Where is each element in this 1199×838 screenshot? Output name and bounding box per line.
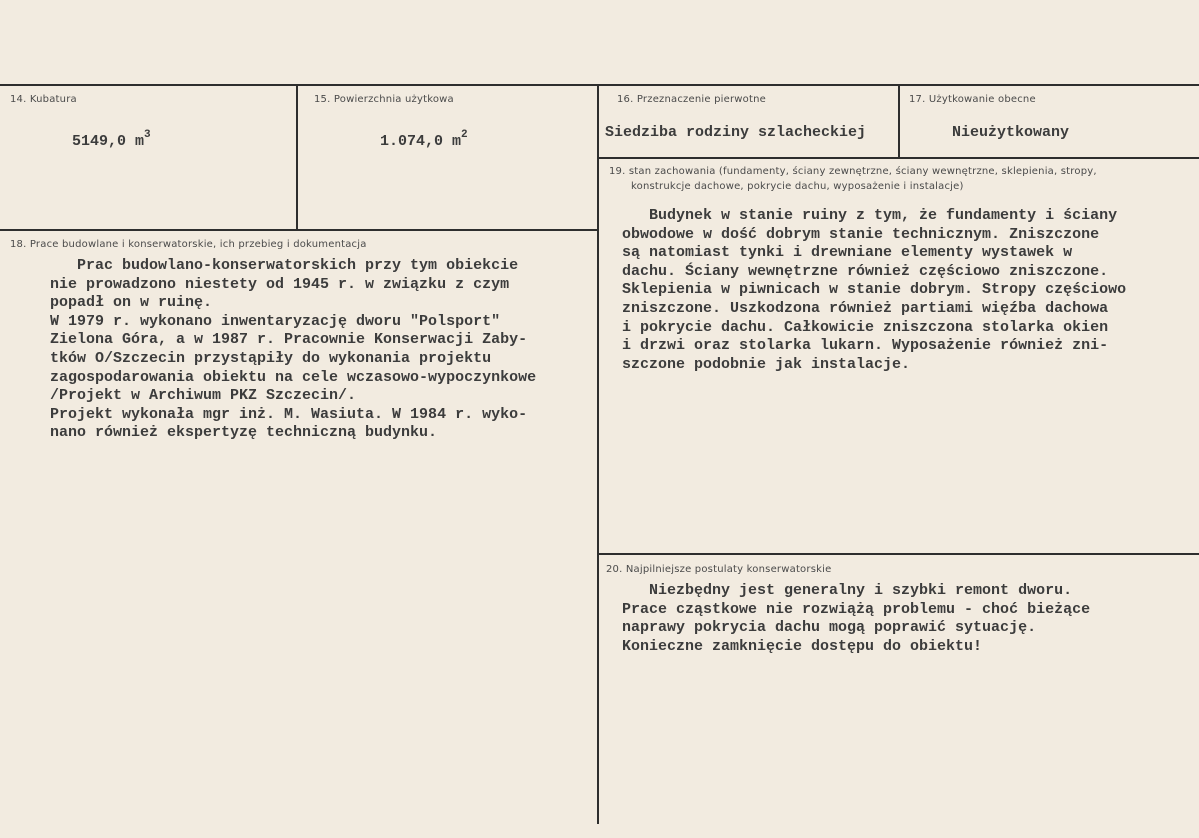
row-rule-14-15 — [0, 229, 598, 231]
postulaty-label: 20. Najpilniejsze postulaty konserwatorskie — [606, 564, 832, 575]
row-rule-19-20 — [598, 553, 1199, 555]
kubatura-unit-exponent: 3 — [144, 129, 151, 141]
przeznaczenie-value: Siedziba rodziny szlacheckiej — [605, 124, 867, 141]
column-rule-14-15 — [296, 84, 298, 230]
column-rule-left-right — [597, 84, 599, 824]
powierzchnia-unit-exponent: 2 — [461, 129, 468, 141]
prace-text: Prac budowlano-konserwatorskich przy tym obiekcie nie prowadzono niestety od 1945 r. w związku z czym popadł on w ruinę. W 1979 r. wykonano inwentaryzację dworu "Polsport" Zielona Góra, a w 1987 r. Pracownie Konserwacji Zaby- tków O/Szczecin przystąpiły do wykonania projektu zagospodarowania obiektu na cele wczasowo-wypoczynkowe /Projekt w Archiwum PKZ Szczecin/. Projekt wykonała mgr inż. M. Wasiuta. W 1984 r. wyko- nano również ekspertyzę techniczną budynku. — [50, 257, 537, 442]
kubatura-label: 14. Kubatura — [10, 94, 77, 105]
stan-zachowania-label-line2: konstrukcje dachowe, pokrycie dachu, wyposażenie i instalacje) — [631, 181, 964, 192]
top-rule — [0, 84, 1199, 86]
postulaty-text: Niezbędny jest generalny i szybki remont dworu. Prace cząstkowe nie rozwiążą problemu - choć bieżące naprawy pokrycia dachu mogą poprawić sytuację. Konieczne zamknięcie dostępu do obiektu! — [622, 582, 1091, 655]
przeznaczenie-label: 16. Przeznaczenie pierwotne — [617, 94, 767, 105]
uzytkowanie-value: Nieużytkowany — [952, 124, 1070, 141]
powierzchnia-value-text: 1.074,0 m — [380, 133, 462, 150]
uzytkowanie-label: 17. Użytkowanie obecne — [909, 94, 1036, 105]
kubatura-value-text: 5149,0 m — [72, 133, 145, 150]
stan-zachowania-text: Budynek w stanie ruiny z tym, że fundamenty i ściany obwodowe w dość dobrym stanie technicznym. Zniszczone są natomiast tynki i drewniane elementy wystawek w dachu. Ściany wewnętrzne również częściowo zniszczone. Sklepienia w piwnicach w stanie dobrym. Stropy częściowo zniszczone. Uszkodzona również partiami więźba dachowa i pokrycie dachu. Całkowicie zniszczona stolarka okien i drzwi oraz stolarka lukarn. Wyposażenie również zni- szczone podobnie jak instalacje. — [622, 207, 1127, 373]
kubatura-value — [72, 129, 151, 150]
powierzchnia-label: 15. Powierzchnia użytkowa — [314, 94, 454, 105]
powierzchnia-value — [380, 129, 468, 150]
stan-zachowania-label-line1: 19. stan zachowania (fundamenty, ściany zewnętrzne, ściany wewnętrzne, sklepienia, stropy, — [609, 166, 1097, 177]
column-rule-16-17 — [898, 84, 900, 158]
prace-label: 18. Prace budowlane i konserwatorskie, ich przebieg i dokumentacja — [10, 239, 367, 250]
